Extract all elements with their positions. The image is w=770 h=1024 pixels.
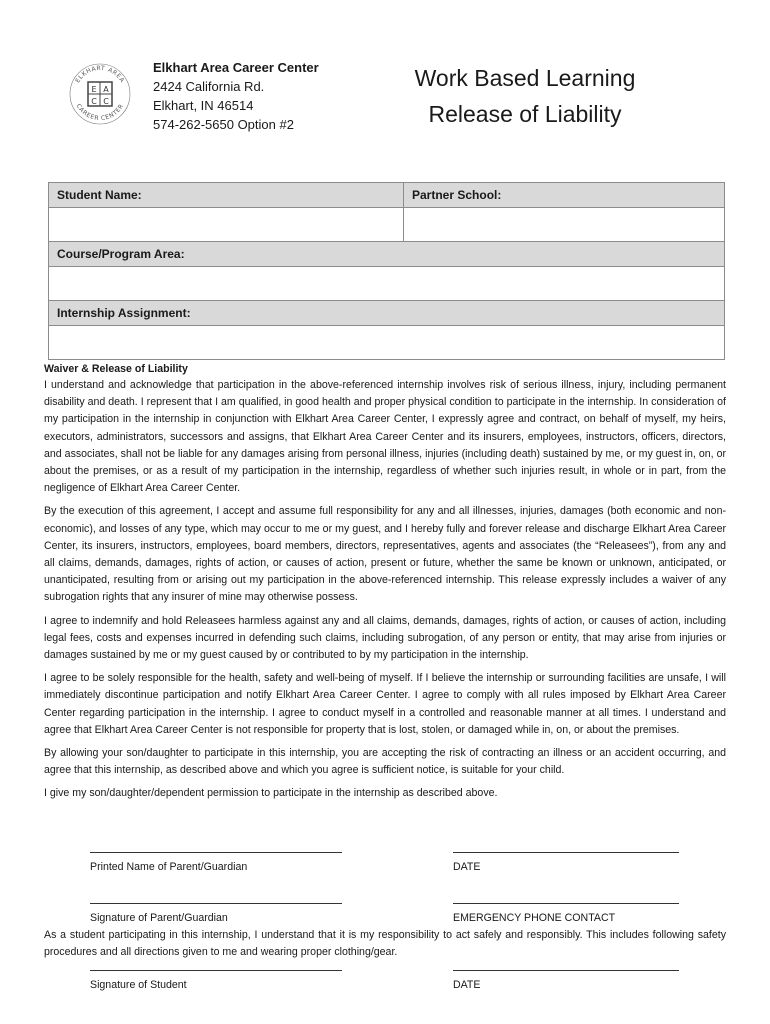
course-label: Course/Program Area: (49, 242, 725, 267)
svg-text:A: A (103, 85, 109, 94)
svg-text:CAREER CENTER: CAREER CENTER (74, 102, 126, 123)
student-signature-caption: Signature of Student (90, 979, 187, 991)
printed-name-line (90, 852, 342, 853)
student-name-label: Student Name: (49, 183, 404, 208)
address-line-1: 2424 California Rd. (153, 79, 265, 94)
printed-name-caption: Printed Name of Parent/Guardian (90, 861, 248, 873)
parent-signature-line (90, 903, 342, 904)
emergency-phone-block[interactable] (453, 903, 679, 924)
date-block-2[interactable] (453, 970, 679, 991)
course-field[interactable] (49, 267, 725, 301)
svg-text:E: E (91, 85, 97, 94)
date-caption-2: DATE (453, 979, 481, 991)
student-signature-block[interactable] (90, 970, 342, 991)
document-title (395, 60, 655, 132)
waiver-paragraph-3: I agree to indemnify and hold Releasees harmless against any and all claims, demands, damages, rights of action, or causes of action, including legal fees, costs and expenses incurred in defending such claims, including subrogation, of any person or entity, that may arise from injuries or damages sustained by me or my guest caused by or contributed to by my participation in the internship. (44, 614, 726, 662)
internship-field[interactable] (49, 326, 725, 360)
student-signature-line (90, 970, 342, 971)
org-name: Elkhart Area Career Center (153, 60, 319, 75)
svg-text:C: C (91, 97, 97, 106)
partner-school-field[interactable] (404, 208, 725, 242)
waiver-paragraph-1: I understand and acknowledge that participation in the above-referenced internship involves risk of serious illness, injury, including permanent disability and death. I represent that I am qualified, in good health and proper physical condition to participate in the internship. In consideration of my participation in the internship in conjunction with Elkhart Area Career Center, I expressly agree and contract, on behalf of myself, my heirs, executors, administrators, successors and assigns, that Elkhart Area Career Center and its insurers, employees, instructors, officers, directors, and associates, shall not be liable for any damages arising from personal illness, injuries (including death) sustained by me, or my guest in, on, or about the premises, or as a result of my participation in the internship, regardless of whether such injuries result, in whole or in part, from the negligence of Elkhart Area Career Center. (44, 379, 726, 495)
parent-signature-block[interactable] (90, 903, 342, 924)
student-info-table (48, 182, 725, 360)
date-line-2 (453, 970, 679, 971)
emergency-phone-line (453, 903, 679, 904)
printed-name-block[interactable] (90, 852, 342, 873)
waiver-paragraph-6: I give my son/daughter/dependent permission to participate in the internship as described above. (44, 787, 498, 800)
title-line-2: Release of Liability (428, 101, 622, 127)
date-line-1 (453, 852, 679, 853)
date-block-1[interactable] (453, 852, 679, 873)
svg-text:C: C (103, 97, 109, 106)
emergency-phone-caption: EMERGENCY PHONE CONTACT (453, 912, 616, 924)
waiver-paragraph-5: By allowing your son/daughter to participate in this internship, you are accepting the risk of contracting an illness or an accident occurring, and agree that this internship, as described above and which you agree is sufficient notice, is suitable for your child. (44, 747, 726, 777)
student-statement: As a student participating in this internship, I understand that it is my responsibility to act safely and responsibly. This includes following safety procedures and all directions given to me and wearing proper clothing/gear. (44, 929, 726, 958)
title-line-1: Work Based Learning (414, 65, 636, 91)
partner-school-label: Partner School: (404, 183, 725, 208)
waiver-heading: Waiver & Release of Liability (44, 363, 188, 375)
parent-signature-caption: Signature of Parent/Guardian (90, 912, 228, 924)
svg-text:ELKHART AREA: ELKHART AREA (74, 64, 126, 85)
date-caption-1: DATE (453, 861, 481, 873)
student-name-field[interactable] (49, 208, 404, 242)
address-block (153, 58, 319, 134)
eacc-logo (68, 62, 132, 126)
waiver-section (44, 362, 726, 809)
phone-number: 574-262-5650 Option #2 (153, 117, 294, 132)
internship-label: Internship Assignment: (49, 301, 725, 326)
address-line-2: Elkhart, IN 46514 (153, 98, 254, 113)
waiver-paragraph-4: I agree to be solely responsible for the health, safety and well-being of myself. If I believe the internship or surrounding facilities are unsafe, I will immediately discontinue participation and notify Elkhart Area Career Center. I agree to comply with all rules imposed by Elkhart Area Career Center regarding participation in the internship. I agree to conduct myself in a controlled and reasonable manner at all times. I understand and agree that Elkhart Area Career Center is not responsible for property that is lost, stolen, or damaged while in, on, or about the premises. (44, 672, 726, 736)
waiver-paragraph-2: By the execution of this agreement, I accept and assume full responsibility for any and all illnesses, injuries, damages (both economic and non-economic), and losses of any type, which may occur to me or my guest, and I hereby fully and forever release and discharge Elkhart Area Career Center, its insurers, instructors, employees, board members, directors, representatives, agents and associates (the “Releasees”), from any and all claims, demands, damages, rights of action, or causes of action, present or future, whether the same be known or unknown, anticipated, or unanticipated, resulting from or arising out my participation in the above-referenced internship. This release expressly includes a waiver of any subrogation rights that any insurer of mine may otherwise possess. (44, 505, 726, 604)
